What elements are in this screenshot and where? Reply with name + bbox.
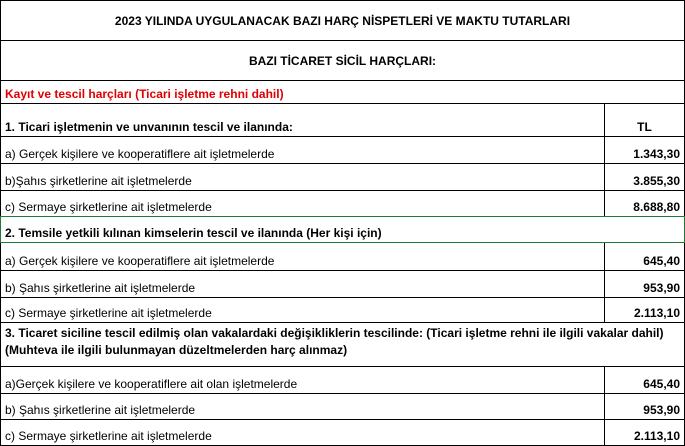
section-header-row <box>0 80 685 103</box>
item-label: a) Gerçek kişilere ve kooperatiflere ait işletmelerde <box>0 243 604 270</box>
table-row <box>0 366 685 393</box>
section-subtitle: BAZI TİCARET SİCİL HARÇLARI: <box>0 40 685 80</box>
section-header: Kayıt ve tescil harçları (Ticari işletme rehni dahil) <box>0 80 685 103</box>
item-label: c) Sermaye şirketlerine ait işletmelerde <box>0 190 604 216</box>
group-heading: 3. Ticaret siciline tescil edilmiş olan vakalardaki değişikliklerin tescilinde: (Ticari işletme rehni ile ilgili vakalar dahil) (Muhteva ile ilgili bulunmayan düzeltmelerden harç alınmaz) <box>0 322 685 366</box>
item-label: b)Şahıs şirketlerine ait işletmelerde <box>0 163 604 190</box>
table-row <box>0 419 685 445</box>
item-value: 953,90 <box>604 270 685 297</box>
table-row <box>0 163 685 190</box>
group-heading-row <box>0 216 685 243</box>
item-value: 8.688,80 <box>604 190 685 216</box>
item-label: b) Şahıs şirketlerine ait işletmelerde <box>0 393 604 419</box>
item-value: 3.855,30 <box>604 163 685 190</box>
unit-header: TL <box>604 103 685 136</box>
table-row <box>0 243 685 270</box>
item-value: 2.113,10 <box>604 419 685 445</box>
subtitle-row <box>0 40 685 80</box>
title-row <box>0 0 685 40</box>
table-row <box>0 270 685 297</box>
table-row <box>0 190 685 216</box>
group-heading-row <box>0 322 685 366</box>
table-row <box>0 393 685 419</box>
item-value: 953,90 <box>604 393 685 419</box>
item-value: 1.343,30 <box>604 136 685 163</box>
group-heading-row <box>0 103 685 136</box>
group-heading[interactable]: 2. Temsile yetkili kılınan kimselerin tescil ve ilanında (Her kişi için) <box>0 216 685 243</box>
group-heading: 1. Ticari işletmenin ve unvanının tescil ve ilanında: <box>0 103 604 136</box>
item-label: a)Gerçek kişilere ve kooperatiflere ait olan işletmelerde <box>0 366 604 393</box>
item-label: b) Şahıs şirketlerine ait işletmelerde <box>0 270 604 297</box>
item-value: 645,40 <box>604 366 685 393</box>
page-title: 2023 YILINDA UYGULANACAK BAZI HARÇ NİSPETLERİ VE MAKTU TUTARLARI <box>0 0 685 40</box>
item-value: 2.113,10 <box>604 297 685 322</box>
item-label: a) Gerçek kişilere ve kooperatiflere ait işletmelerde <box>0 136 604 163</box>
table-row <box>0 297 685 322</box>
item-label: c) Sermaye şirketlerine ait işletmelerde <box>0 419 604 445</box>
item-value: 645,40 <box>604 243 685 270</box>
table-row <box>0 136 685 163</box>
item-label: c) Sermaye şirketlerine ait işletmelerde <box>0 297 604 322</box>
